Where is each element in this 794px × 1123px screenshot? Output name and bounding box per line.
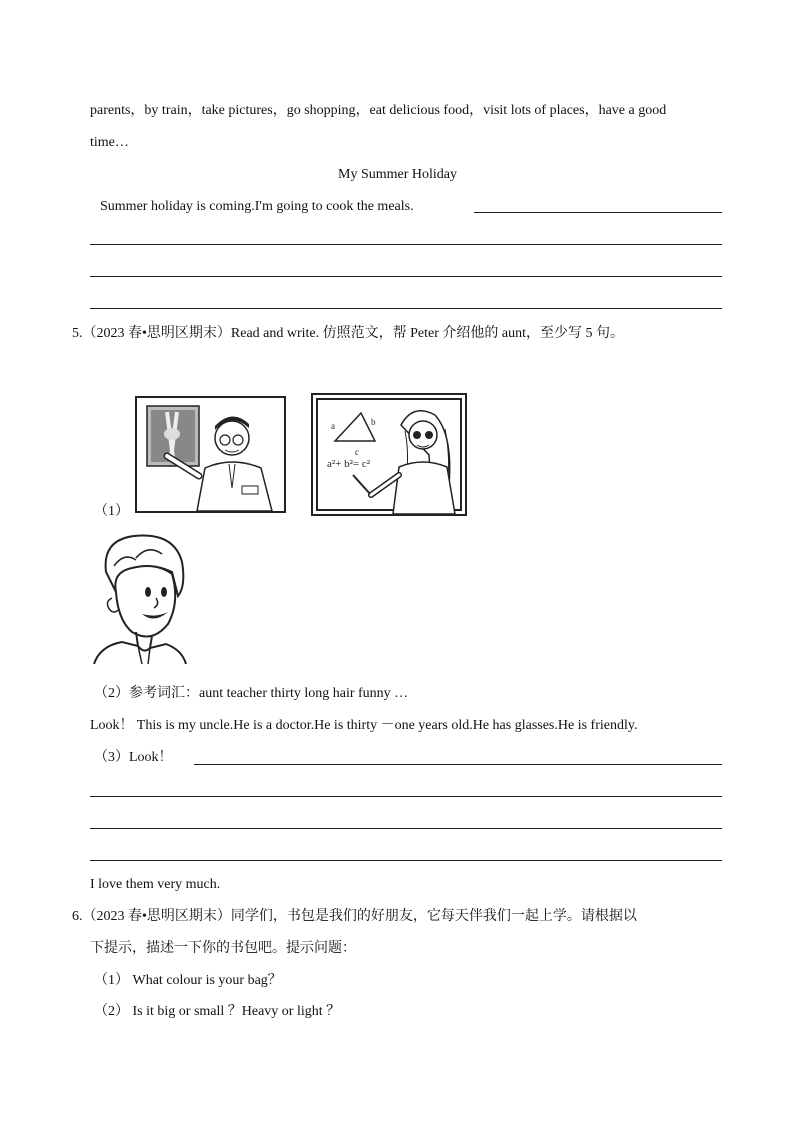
q6-header-line1: 6.（2023 春•思明区期末）同学们，书包是我们的好朋友，它每天伴我们一起上学。请根据以	[72, 909, 637, 924]
doctor-picture	[135, 396, 286, 513]
q6-question-2: （2） Is it big or small ？Heavy or light ？	[94, 1004, 341, 1019]
writing-line[interactable]	[474, 212, 722, 213]
q6-header-line2: 下提示，描述一下你的书包吧。提示问题：	[90, 941, 356, 956]
formula-text: a²+ b²= c²	[327, 458, 371, 470]
q4-essay-start: Summer holiday is coming.I'm going to cook the meals.	[100, 199, 414, 214]
writing-line[interactable]	[194, 764, 722, 765]
q4-hints-line1: parents，by train，take pictures，go shopping，eat delicious food，visit lots of places，have a good	[90, 103, 667, 118]
q5-closing: I love them very much.	[90, 877, 221, 892]
formula-label-b: b	[371, 417, 376, 427]
writing-line[interactable]	[90, 244, 722, 245]
writing-line[interactable]	[90, 860, 722, 861]
formula-label-c: c	[355, 447, 359, 457]
q4-essay-title: My Summer Holiday	[338, 167, 457, 182]
q5-header: 5.（2023 春•思明区期末）Read and write. 仿照范文，帮 Peter 介绍他的 aunt，至少写 5 句。	[72, 326, 625, 341]
peter-picture	[92, 532, 188, 664]
writing-line[interactable]	[90, 828, 722, 829]
formula-label-a: a	[331, 421, 335, 431]
writing-line[interactable]	[90, 796, 722, 797]
teacher-picture	[311, 393, 467, 516]
q6-question-1: （1） What colour is your bag？	[94, 973, 282, 988]
item1-label: （1）	[94, 504, 129, 519]
q5-model-text: Look！ This is my uncle.He is a doctor.He is thirty －one years old.He has glasses.He is friendly.	[90, 718, 638, 733]
writing-line[interactable]	[90, 276, 722, 277]
q4-hints-line2: time…	[90, 135, 129, 150]
item3-label: （3）Look！	[94, 750, 173, 765]
q5-vocab: （2）参考词汇：aunt teacher thirty long hair funny …	[94, 686, 409, 701]
writing-line[interactable]	[90, 308, 722, 309]
